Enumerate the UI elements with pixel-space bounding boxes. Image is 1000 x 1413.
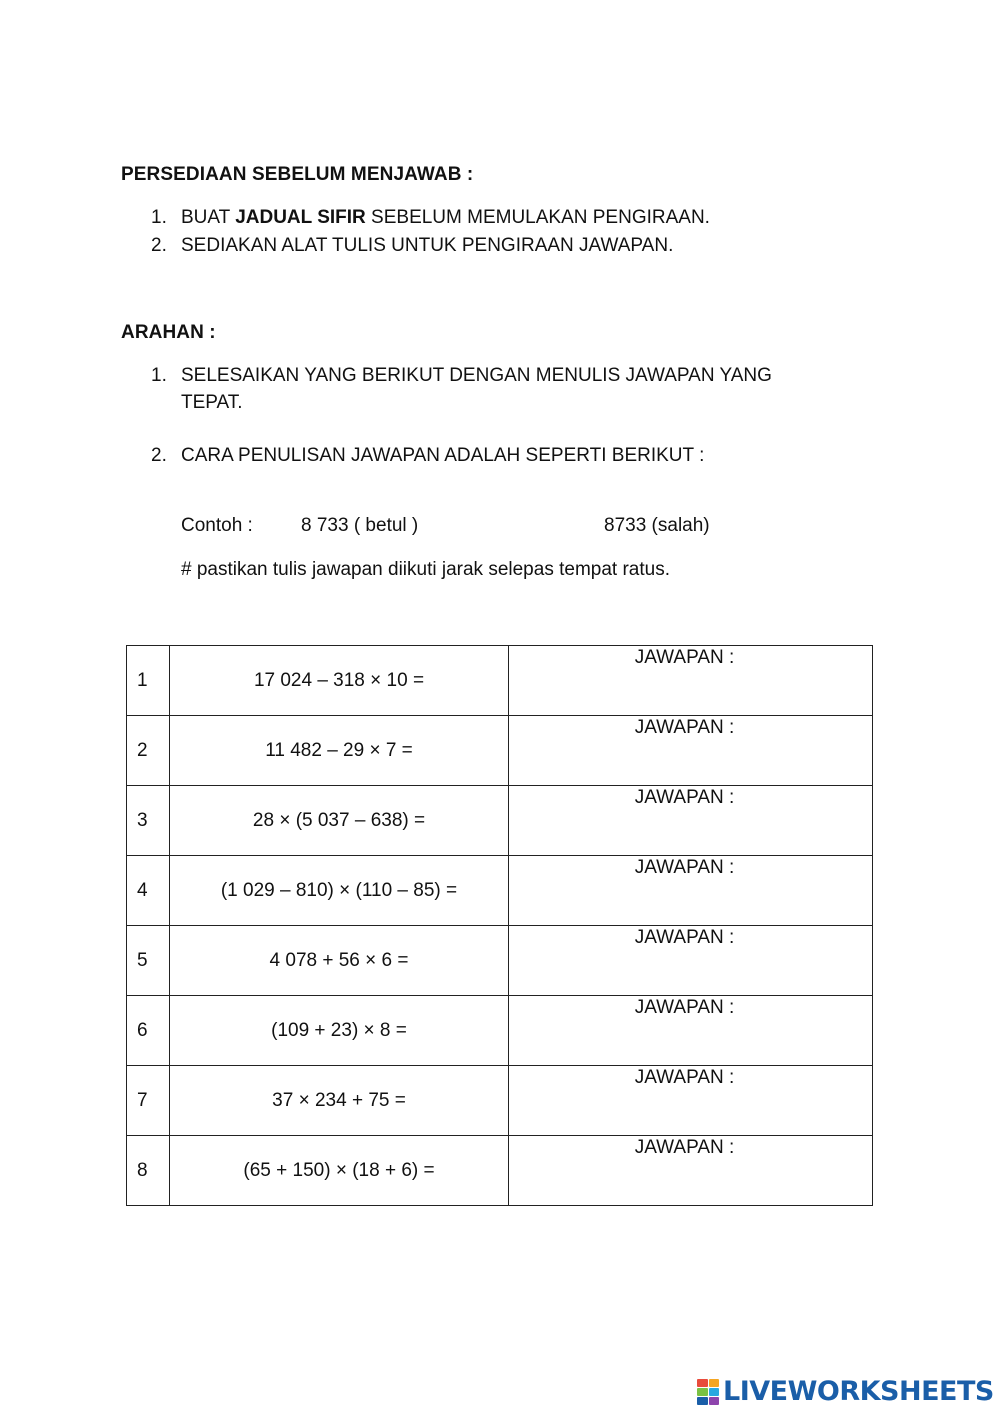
question-number: 7 [127, 1066, 170, 1136]
question-row [127, 786, 873, 856]
prep-item-2: SEDIAKAN ALAT TULIS UNTUK PENGIRAAN JAWAPAN. [181, 235, 674, 256]
logo-block [709, 1397, 720, 1405]
prep-item-2-number: 2. [151, 235, 167, 256]
logo-block [709, 1388, 720, 1396]
instructions-title: ARAHAN : [121, 322, 216, 343]
answer-cell [509, 646, 873, 716]
answer-cell [509, 786, 873, 856]
answer-input[interactable] [517, 885, 864, 917]
question-number: 8 [127, 1136, 170, 1206]
question-number: 1 [127, 646, 170, 716]
question-expression: 28 × (5 037 – 638) = [170, 786, 509, 856]
instruction-2-number: 2. [151, 445, 167, 466]
instruction-1-line2: TEPAT. [181, 392, 243, 413]
answer-input[interactable] [517, 1025, 864, 1057]
answer-cell [509, 1066, 873, 1136]
answer-input[interactable] [517, 1095, 864, 1127]
question-row [127, 996, 873, 1066]
logo-block [697, 1379, 708, 1387]
liveworksheets-wordmark: LIVEWORKSHEETS [723, 1376, 994, 1407]
prep-title: PERSEDIAAN SEBELUM MENJAWAB : [121, 164, 474, 185]
question-number: 2 [127, 716, 170, 786]
question-number: 6 [127, 996, 170, 1066]
question-row [127, 716, 873, 786]
answer-cell [509, 996, 873, 1066]
instruction-1-line1: SELESAIKAN YANG BERIKUT DENGAN MENULIS JAWAPAN YANG [181, 365, 772, 386]
question-table [126, 645, 873, 1206]
question-row [127, 926, 873, 996]
example-label: Contoh : [181, 515, 253, 536]
question-number: 3 [127, 786, 170, 856]
answer-input[interactable] [517, 745, 864, 777]
question-row [127, 1136, 873, 1206]
liveworksheets-logo-icon [697, 1379, 719, 1405]
prep-item-1-bold: JADUAL SIFIR [235, 207, 366, 228]
prep-item-1 [181, 205, 710, 231]
question-expression: (65 + 150) × (18 + 6) = [170, 1136, 509, 1206]
question-row [127, 646, 873, 716]
question-expression: 11 482 – 29 × 7 = [170, 716, 509, 786]
question-row [127, 1066, 873, 1136]
answer-input[interactable] [517, 815, 864, 847]
question-number: 4 [127, 856, 170, 926]
example-wrong: 8733 (salah) [604, 515, 710, 536]
instruction-2: CARA PENULISAN JAWAPAN ADALAH SEPERTI BERIKUT : [181, 445, 705, 466]
answer-cell [509, 716, 873, 786]
question-number: 5 [127, 926, 170, 996]
logo-block [697, 1397, 708, 1405]
answer-label: JAWAPAN : [634, 1137, 735, 1158]
prep-item-1-post: SEBELUM MEMULAKAN PENGIRAAN. [365, 207, 710, 228]
question-expression: (109 + 23) × 8 = [170, 996, 509, 1066]
logo-block [709, 1379, 720, 1387]
question-expression: (1 029 – 810) × (110 – 85) = [170, 856, 509, 926]
instruction-1-number: 1. [151, 365, 167, 386]
answer-input[interactable] [517, 955, 864, 987]
logo-block [697, 1388, 708, 1396]
format-note: # pastikan tulis jawapan diikuti jarak selepas tempat ratus. [181, 559, 670, 580]
answer-input[interactable] [517, 1165, 864, 1197]
example-correct: 8 733 ( betul ) [301, 515, 419, 536]
answer-cell [509, 856, 873, 926]
answer-label: JAWAPAN : [634, 647, 735, 668]
answer-label: JAWAPAN : [634, 997, 735, 1018]
question-expression: 17 024 – 318 × 10 = [170, 646, 509, 716]
answer-label: JAWAPAN : [634, 787, 735, 808]
question-row [127, 856, 873, 926]
prep-item-1-number: 1. [151, 207, 167, 228]
answer-label: JAWAPAN : [634, 717, 735, 738]
answer-input[interactable] [517, 675, 864, 707]
prep-item-1-pre: BUAT [181, 207, 236, 228]
answer-cell [509, 926, 873, 996]
answer-label: JAWAPAN : [634, 1067, 735, 1088]
liveworksheets-logo [697, 1376, 994, 1407]
answer-label: JAWAPAN : [634, 927, 735, 948]
answer-cell [509, 1136, 873, 1206]
question-expression: 37 × 234 + 75 = [170, 1066, 509, 1136]
answer-label: JAWAPAN : [634, 857, 735, 878]
question-expression: 4 078 + 56 × 6 = [170, 926, 509, 996]
